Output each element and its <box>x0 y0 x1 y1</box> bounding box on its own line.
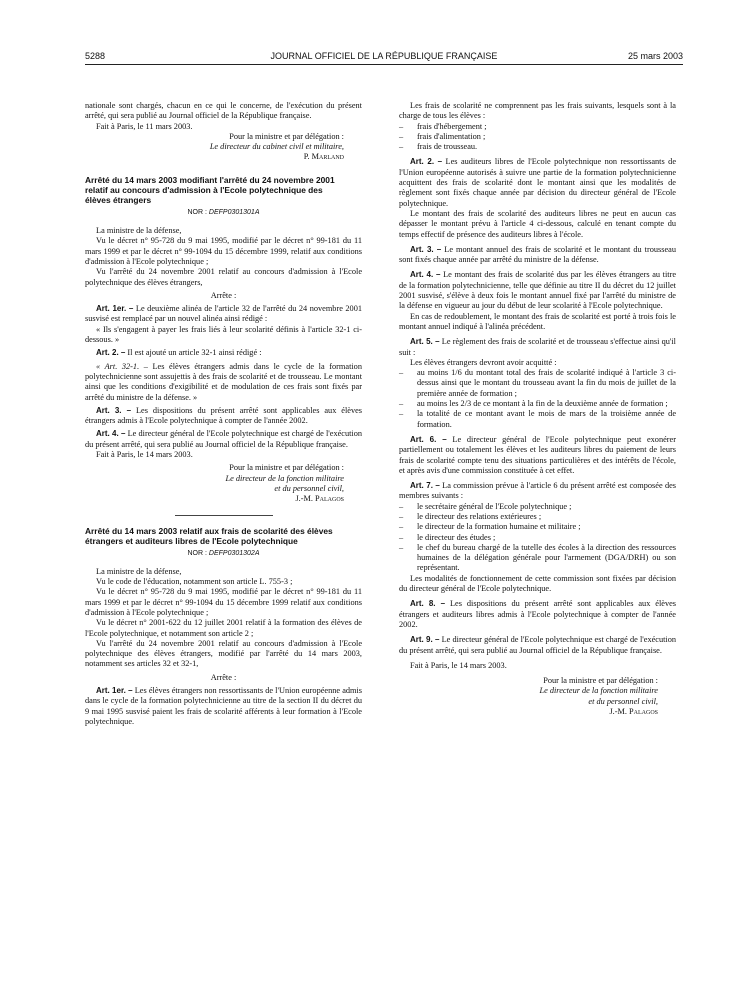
article-quote: « Ils s'engagent à payer les frais liés à leur scolarité définis à l'article 32-1 ci-dessous. » <box>85 324 362 345</box>
article-1 <box>85 304 362 325</box>
article-4 <box>85 429 362 450</box>
commission-members-list <box>399 502 676 574</box>
signature-name: P. Marland <box>303 152 344 162</box>
article-label: Art. 1er. – <box>96 304 134 314</box>
nor-code: DEFP0301301A <box>208 208 260 216</box>
article-label: Art. 6. – <box>410 434 447 444</box>
decree-2-nor <box>85 549 362 559</box>
quote-text: Les élèves étrangers admis dans le cycle de la formation polytechnicienne sont assujettis à des frais de scolarité et de trousseau. Le montant ainsi que les conditions d'exigibilité et de modulation de ces frais sont fixés par arrêté du ministre de la défense. » <box>85 361 362 402</box>
list-item: – frais de trousseau. <box>399 142 478 152</box>
paragraph: Les élèves étrangers devront avoir acquitté : <box>410 357 557 367</box>
intro-date: Fait à Paris, le 11 mars 2003. <box>96 121 193 131</box>
list-item-text: le chef du bureau chargé de la tutelle des écoles à la direction des ressources humaines de la délégation générale pour l'armement (DGA/DRH) ou son représentant. <box>417 542 676 573</box>
article-text: Le directeur général de l'Ecole polytechnique peut exonérer partiellement ou totalement les élèves et les auditeurs libres du paiement de leurs frais de scolarité compte tenu des situations particulières et des intérêts de l'école, et après avis d'une commission constituée à cet effet. <box>399 434 676 475</box>
visa-paragraph: Vu le décret n° 95-728 du 9 mai 1995, modifié par le décret n° 99-181 du 11 mars 1999 et par le décret n° 99-1094 du 15 décembre 1999 relatif aux conditions d'admission à l'Ecole polytechnique ; <box>85 587 362 617</box>
article-5 <box>399 337 676 358</box>
list-item-text: la totalité de ce montant avant le mois de mars de la troisième année de formation. <box>417 409 676 429</box>
article-text: Le montant des frais de scolarité dus par les élèves étrangers au titre de la formation polytechnicienne, telle que définie au titre II du décret du 12 juillet 2001 susvisé, s'élève à deux fois le montant annuel fixé par l'arrêté du ministre de la défense en vigueur au jour du début de leur scolarité à l'Ecole polytechnique. <box>399 270 677 311</box>
visa-paragraph: La ministre de la défense, <box>96 226 182 236</box>
visa-paragraph: Vu l'arrêté du 24 novembre 2001 relatif au concours d'admission à l'Ecole polytechnique des élèves étrangers, <box>85 267 362 287</box>
list-item: – au moins 1/6 du montant total des frais de scolarité indiqué à l'article 3 ci-dessus ainsi que le montant du trousseau avant la fin du mois de juillet de la première année de formation ; <box>399 368 676 398</box>
nor-code: DEFP0301302A <box>208 549 260 557</box>
section-separator <box>175 515 273 516</box>
arrete-heading: Arrête : <box>210 290 237 300</box>
article-quote <box>85 362 362 403</box>
article-2 <box>85 348 362 358</box>
signature-line: et du personnel civil, <box>588 696 658 706</box>
article-text: Les dispositions du présent arrêté sont applicables aux élèves étrangers et auditeurs libres admis à l'Ecole polytechnique à compter de l'année 2002. <box>399 599 677 629</box>
article-text: Les élèves étrangers non ressortissants de l'Union européenne admis dans le cycle de la formation polytechnicienne au titre de la section II du décret du 9 mai 1995 susvisé paient les frais de scolarité afférents à leur formation à l'Ecole polytechnique. <box>85 686 363 726</box>
decree-1-nor <box>85 208 362 218</box>
article-6 <box>399 435 676 476</box>
list-item-text: le directeur des relations extérieures ; <box>417 511 542 521</box>
signature-line: et du personnel civil, <box>274 483 344 493</box>
article-text: Il est ajouté un article 32-1 ainsi rédigé : <box>127 348 262 358</box>
article-text: Le deuxième alinéa de l'article 32 de l'arrêté du 24 novembre 2001 susvisé est remplacé par un nouvel alinéa ainsi rédigé : <box>85 304 363 324</box>
arrete-heading: Arrête : <box>210 672 237 682</box>
decree-1-title: Arrêté du 14 mars 2003 modifiant l'arrêté du 24 novembre 2001 relatif au concours d'admission à l'Ecole polytechnique des élèves étrangers <box>85 174 335 205</box>
signature-line: Pour la ministre et par délégation : <box>229 131 344 141</box>
visa-paragraph: La ministre de la défense, <box>96 566 182 576</box>
signature-line: Pour la ministre et par délégation : <box>229 463 344 473</box>
journal-title: JOURNAL OFFICIEL DE LA RÉPUBLIQUE FRANÇAISE <box>270 51 498 61</box>
article-7 <box>399 481 676 502</box>
list-item-text: au moins les 2/3 de ce montant à la fin de la deuxième année de formation ; <box>417 399 668 409</box>
article-text: La commission prévue à l'article 6 du présent arrêté est composée des membres suivants : <box>399 481 677 501</box>
intro-paragraph: nationale sont chargés, chacun en ce qui le concerne, de l'exécution du présent arrêté, qui sera publié au Journal officiel de la République française. <box>85 101 362 121</box>
article-text: Les dispositions du présent arrêté sont applicables aux élèves étrangers admis à l'Ecole polytechnique à compter de l'année 2002. <box>85 405 363 426</box>
article-label: Art. 8. – <box>410 599 446 609</box>
left-column <box>85 101 362 727</box>
visa-paragraph: Vu le code de l'éducation, notamment son article L. 755-3 ; <box>96 577 293 587</box>
article-text: Le directeur général de l'Ecole polytechnique est chargé de l'exécution du présent arrêté, qui sera publié au Journal officiel de la République française. <box>85 429 363 449</box>
visa-paragraph: Vu l'arrêté du 24 novembre 2001 relatif au concours d'admission à l'Ecole polytechnique des élèves étrangers, modifié par l'arrêté du 14 mars 2003, notamment ses articles 32 et 32-1, <box>85 638 362 669</box>
article-1 <box>85 686 362 727</box>
paragraph: Les modalités de fonctionnement de cette commission sont fixées par décision du directeur général de l'Ecole polytechnique. <box>399 573 676 594</box>
list-item-text: frais d'alimentation ; <box>417 131 486 141</box>
list-item-text: le directeur de la formation humaine et militaire ; <box>417 522 581 532</box>
article-label: Art. 3. – <box>96 405 132 415</box>
paragraph: Les frais de scolarité ne comprennent pas les frais suivants, lesquels sont à la charge de tous les élèves : <box>399 101 676 121</box>
issue-date: 25 mars 2003 <box>627 51 683 61</box>
decree-2-title: Arrêté du 14 mars 2003 relatif aux frais de scolarité des élèves étrangers et auditeurs libres de l'Ecole polytechnique <box>85 525 333 546</box>
article-label: Art. 2. – <box>410 157 443 167</box>
signature-name: J.-M. Palagos <box>609 707 658 717</box>
signature-name: J.-M. Palagos <box>295 494 344 504</box>
frais-list <box>399 122 676 153</box>
visa-paragraph: Vu le décret n° 2001-622 du 12 juillet 2001 relatif à la formation des élèves de l'Ecole polytechnique, et notamment son article 2 ; <box>85 618 362 638</box>
paragraph: Le montant des frais de scolarité des auditeurs libres ne peut en aucun cas dépasser le montant prévu à l'article 4 ci-dessous, calculé en tenant compte du temps effectif de présence des auditeurs libres à l'école. <box>399 208 676 239</box>
article-label: Art. 7. – <box>410 481 440 491</box>
list-item-text: frais de trousseau. <box>417 142 478 152</box>
visa-paragraph: Vu le décret n° 95-728 du 9 mai 1995, modifié par le décret n° 99-181 du 11 mars 1999 et par le décret n° 99-1094 du 15 décembre 1999, relatif aux conditions d'admission à l'Ecole polytechnique ; <box>85 236 362 266</box>
list-item: – le secrétaire général de l'Ecole polytechnique ; <box>399 501 572 511</box>
article-text: Le directeur général de l'Ecole polytechnique est chargé de l'exécution du présent arrêté, qui sera publié au Journal officiel de la République française. <box>399 635 677 655</box>
signature-block-3 <box>399 676 676 717</box>
list-item: – le directeur des études ; <box>399 532 496 542</box>
signature-line: Pour la ministre et par délégation : <box>543 676 658 686</box>
article-label: Art. 4. – <box>410 270 441 280</box>
paragraph: En cas de redoublement, le montant des frais de scolarité est porté à trois fois le montant annuel indiqué à l'alinéa précédent. <box>399 311 676 331</box>
article-label: Art. 4. – <box>96 429 126 439</box>
signature-line: Le directeur de la fonction militaire <box>225 473 344 483</box>
list-item-text: le secrétaire général de l'Ecole polytechnique ; <box>417 501 572 511</box>
signing-date: Fait à Paris, le 14 mars 2003. <box>410 660 507 670</box>
page-number: 5288 <box>85 51 106 61</box>
signature-block-1 <box>85 132 362 163</box>
signature-block-2 <box>85 463 362 504</box>
article-label: Art. 9. – <box>410 635 440 645</box>
article-text: Le règlement des frais de scolarité et de trousseau s'effectue ainsi qu'il suit : <box>399 337 676 357</box>
article-text: Le montant annuel des frais de scolarité et le montant du trousseau sont fixés chaque année par arrêté du ministre de la défense. <box>399 244 676 265</box>
quote-label: « Art. 32-1. – <box>96 361 148 371</box>
list-item-text: frais d'hébergement ; <box>417 121 487 131</box>
article-8 <box>399 599 676 630</box>
list-item: – au moins les 2/3 de ce montant à la fin de la deuxième année de formation ; <box>399 399 668 409</box>
signing-date: Fait à Paris, le 14 mars 2003. <box>96 450 193 460</box>
list-item: – frais d'alimentation ; <box>399 131 486 141</box>
list-item: – le directeur de la formation humaine et militaire ; <box>399 522 581 532</box>
article-9 <box>399 635 676 656</box>
header-rule <box>85 64 683 65</box>
list-item: – la totalité de ce montant avant le mois de mars de la troisième année de formation. <box>399 409 676 429</box>
article-text: Les auditeurs libres de l'Ecole polytechnique non ressortissants de l'Union européenne autorisés à suivre une partie de la formation polytechnicienne acquittent des frais de scolarité dont le montant ainsi que les modalités de règlement sont fixés chaque année par décision du directeur général de l'Ecole polytechnique. <box>399 157 676 208</box>
article-label: Art. 5. – <box>410 337 440 347</box>
signature-line: Le directeur du cabinet civil et militaire, <box>209 142 344 152</box>
list-item: – le chef du bureau chargé de la tutelle des écoles à la direction des ressources humaines de la délégation générale pour l'armement (DGA/DRH) ou son représentant. <box>399 542 676 573</box>
list-item: – le directeur des relations extérieures ; <box>399 511 542 521</box>
right-column <box>399 101 676 717</box>
nor-label: NOR : <box>187 208 207 216</box>
list-item-text: le directeur des études ; <box>417 532 496 542</box>
article-2 <box>399 157 676 208</box>
nor-label: NOR : <box>187 549 207 557</box>
article-3 <box>85 406 362 427</box>
article-label: Art. 3. – <box>410 244 442 254</box>
payment-schedule-list <box>399 368 676 430</box>
article-label: Art. 1er. – <box>96 686 133 696</box>
article-3 <box>399 245 676 266</box>
article-label: Art. 2. – <box>96 348 126 358</box>
list-item: – frais d'hébergement ; <box>399 121 487 131</box>
list-item-text: au moins 1/6 du montant total des frais de scolarité indiqué à l'article 3 ci-dessus ainsi que le montant du trousseau avant la fin du mois de juillet de la première année de formation ; <box>417 368 676 398</box>
article-4 <box>399 270 676 311</box>
signature-line: Le directeur de la fonction militaire <box>539 686 658 696</box>
